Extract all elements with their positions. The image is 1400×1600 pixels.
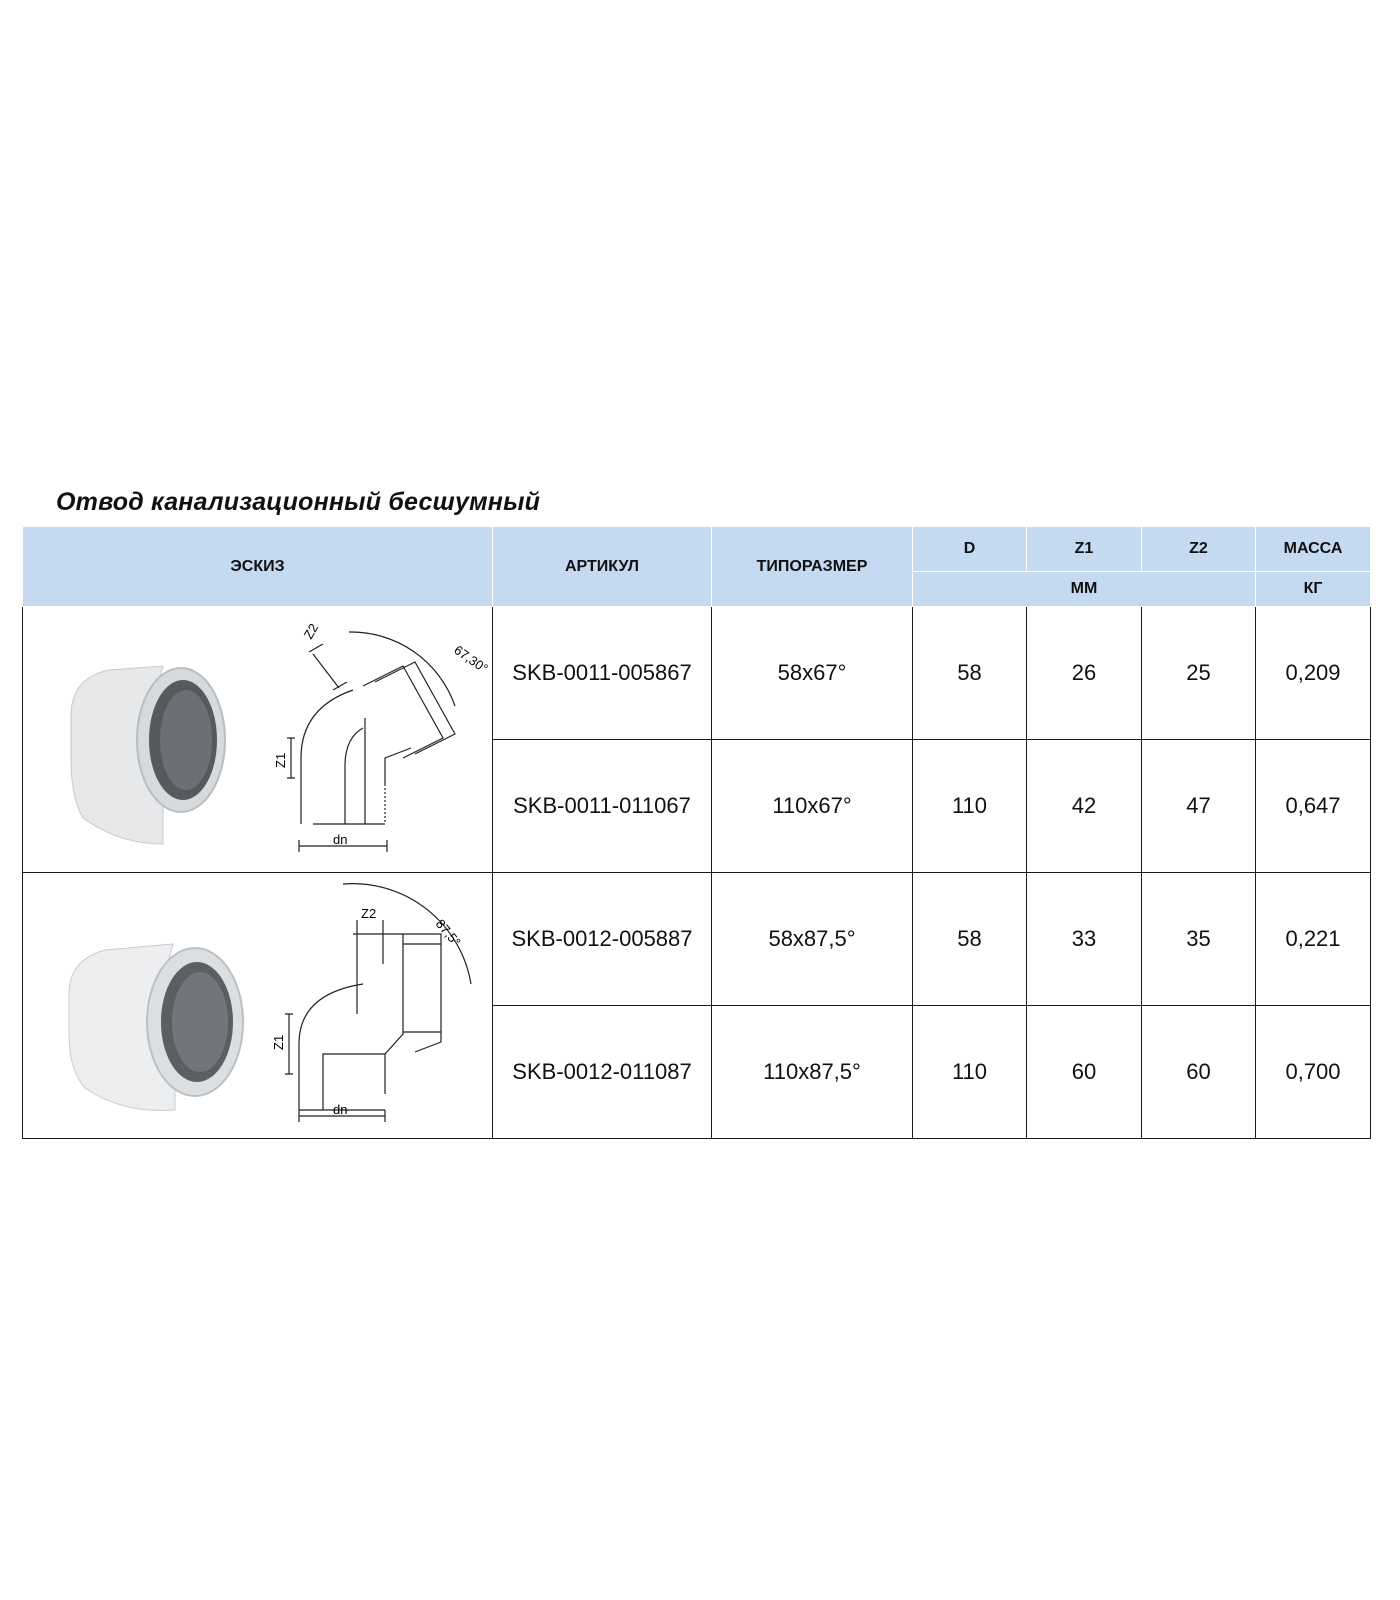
mass-cell: 0,209 — [1256, 607, 1371, 740]
z2-cell: 60 — [1142, 1006, 1256, 1139]
mass-cell: 0,647 — [1256, 740, 1371, 873]
z2-label: Z2 — [300, 620, 322, 641]
article-cell: SKB-0012-005887 — [493, 873, 712, 1006]
z1-cell: 60 — [1027, 1006, 1142, 1139]
d-cell: 110 — [913, 740, 1027, 873]
z1-cell: 33 — [1027, 873, 1142, 1006]
z1-cell: 26 — [1027, 607, 1142, 740]
dn-label: dn — [333, 1101, 348, 1117]
mass-cell: 0,221 — [1256, 873, 1371, 1006]
mass-cell: 0,700 — [1256, 1006, 1371, 1139]
header-z2: Z2 — [1142, 527, 1256, 572]
z2-cell: 47 — [1142, 740, 1256, 873]
dn-label: dn — [333, 831, 348, 847]
article-cell: SKB-0011-011067 — [493, 740, 712, 873]
z1-label: Z1 — [273, 752, 288, 768]
angle-label: 67,30° — [451, 641, 491, 676]
d-cell: 110 — [913, 1006, 1027, 1139]
elbow-67-drawing — [287, 631, 455, 851]
sketch-cell — [23, 607, 493, 873]
sketch-cell — [23, 873, 493, 1139]
header-mass: МАССА — [1256, 527, 1371, 572]
d-cell: 58 — [913, 873, 1027, 1006]
z2-cell: 35 — [1142, 873, 1256, 1006]
angle-label: 87,5° — [432, 915, 464, 949]
size-cell: 110x87,5° — [712, 1006, 913, 1139]
header-size: ТИПОРАЗМЕР — [712, 527, 913, 607]
page-title: Отвод канализационный бесшумный — [56, 488, 541, 516]
z2-cell: 25 — [1142, 607, 1256, 740]
z1-cell: 42 — [1027, 740, 1142, 873]
d-cell: 58 — [913, 607, 1027, 740]
size-cell: 58x67° — [712, 607, 913, 740]
z2-label: Z2 — [361, 905, 377, 921]
table-row — [23, 607, 1371, 740]
size-cell: 58x87,5° — [712, 873, 913, 1006]
elbow-87-sketch — [23, 874, 491, 1138]
header-unit-kg: КГ — [1256, 572, 1371, 607]
size-cell: 110x67° — [712, 740, 913, 873]
table-row — [23, 873, 1371, 1006]
elbow-67-photo — [71, 666, 225, 844]
header-z1: Z1 — [1027, 527, 1142, 572]
header-sketch: ЭСКИЗ — [23, 527, 493, 607]
header-d: D — [913, 527, 1027, 572]
elbow-87-photo — [69, 944, 243, 1111]
header-article: АРТИКУЛ — [493, 527, 712, 607]
z1-label: Z1 — [271, 1034, 286, 1050]
header-unit-mm: ММ — [913, 572, 1256, 607]
elbow-67-sketch — [23, 608, 491, 872]
article-cell: SKB-0012-011087 — [493, 1006, 712, 1139]
article-cell: SKB-0011-005867 — [493, 607, 712, 740]
spec-table — [22, 526, 1371, 1139]
